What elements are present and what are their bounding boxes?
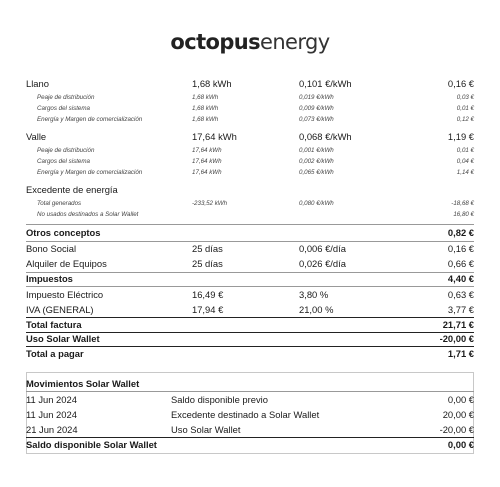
otros-label: Otros conceptos bbox=[26, 227, 101, 238]
llano-sub-row bbox=[26, 114, 474, 125]
row-amount: 3,77 € bbox=[447, 304, 474, 315]
llano-qty: 1,68 kWh bbox=[192, 78, 232, 89]
movement-amount: -20,00 € bbox=[439, 424, 474, 435]
uso-wallet-label: Uso Solar Wallet bbox=[26, 333, 100, 344]
row-price: 3,80 % bbox=[299, 289, 329, 300]
llano-row bbox=[26, 77, 474, 91]
total-factura-label: Total factura bbox=[26, 319, 82, 330]
excedente-row bbox=[26, 183, 474, 197]
valle-label: Valle bbox=[26, 131, 47, 142]
llano-sub-row bbox=[26, 92, 474, 103]
row-amount: 0,66 € bbox=[447, 258, 474, 269]
impuestos-amount: 4,40 € bbox=[447, 273, 474, 284]
sub-label: Cargos del sistema bbox=[37, 158, 90, 165]
sub-amount: 1,14 € bbox=[456, 169, 474, 176]
alquiler-equipos-row bbox=[26, 257, 474, 271]
logo-word-octopus: octopus bbox=[170, 30, 261, 54]
impuestos-label: Impuestos bbox=[26, 273, 73, 284]
sub-label: Peaje de distribución bbox=[37, 94, 95, 101]
row-price: 21,00 % bbox=[299, 304, 334, 315]
valle-sub-row bbox=[26, 145, 474, 156]
divider bbox=[26, 224, 474, 225]
llano-price: 0,101 €/kWh bbox=[299, 78, 352, 89]
movement-concept: Excedente destinado a Solar Wallet bbox=[171, 409, 320, 420]
sub-label: Peaje de distribución bbox=[37, 147, 95, 154]
sub-qty: 1,68 kWh bbox=[192, 116, 219, 123]
row-qty: 16,49 € bbox=[192, 289, 224, 300]
row-amount: 0,16 € bbox=[447, 243, 474, 254]
sub-amount: 0,01 € bbox=[456, 147, 474, 154]
wallet-movement-row bbox=[26, 393, 474, 407]
row-price: 0,026 €/día bbox=[299, 258, 346, 269]
wallet-movement-row bbox=[26, 408, 474, 422]
sub-amount: -18,68 € bbox=[451, 200, 474, 207]
sub-amount: 0,01 € bbox=[456, 105, 474, 112]
valle-qty: 17,64 kWh bbox=[192, 131, 237, 142]
sub-qty: 1,68 kWh bbox=[192, 105, 219, 112]
valle-price: 0,068 €/kWh bbox=[299, 131, 352, 142]
saldo-label: Saldo disponible Solar Wallet bbox=[26, 439, 157, 450]
excedente-label: Excedente de energía bbox=[26, 184, 118, 195]
row-amount: 0,63 € bbox=[447, 289, 474, 300]
valle-row bbox=[26, 130, 474, 144]
excedente-sub-row bbox=[26, 209, 474, 220]
total-a-pagar-row bbox=[26, 347, 474, 361]
sub-qty: 1,68 kWh bbox=[192, 94, 219, 101]
valle-amount: 1,19 € bbox=[447, 131, 474, 142]
llano-amount: 0,16 € bbox=[447, 78, 474, 89]
movement-amount: 0,00 € bbox=[447, 394, 474, 405]
sub-price: 0,073 €/kWh bbox=[299, 116, 334, 123]
sub-price: 0,080 €/kWh bbox=[299, 200, 334, 207]
uso-solar-wallet-row bbox=[26, 332, 474, 346]
iva-row bbox=[26, 303, 474, 317]
logo-word-energy: energy bbox=[260, 30, 330, 54]
sub-qty: 17,64 kWh bbox=[192, 147, 222, 154]
llano-sub-row bbox=[26, 103, 474, 114]
movement-date: 11 Jun 2024 bbox=[26, 394, 77, 405]
row-label: Impuesto Eléctrico bbox=[26, 289, 104, 300]
wallet-movement-row bbox=[26, 423, 474, 437]
otros-conceptos-row bbox=[26, 226, 474, 240]
row-price: 0,006 €/día bbox=[299, 243, 346, 254]
row-label: Bono Social bbox=[26, 243, 77, 254]
llano-label: Llano bbox=[26, 78, 49, 89]
sub-amount: 0,12 € bbox=[456, 116, 474, 123]
movement-concept: Uso Solar Wallet bbox=[171, 424, 241, 435]
valle-sub-row bbox=[26, 167, 474, 178]
bono-social-row bbox=[26, 242, 474, 256]
row-qty: 25 días bbox=[192, 243, 223, 254]
movement-concept: Saldo disponible previo bbox=[171, 394, 268, 405]
sub-label: Energía y Margen de comercialización bbox=[37, 169, 143, 176]
total-factura-row bbox=[26, 318, 474, 332]
row-qty: 17,94 € bbox=[192, 304, 224, 315]
row-label: IVA (GENERAL) bbox=[26, 304, 94, 315]
octopus-energy-logo bbox=[0, 30, 500, 54]
divider bbox=[26, 391, 474, 392]
wallet-title: Movimientos Solar Wallet bbox=[26, 378, 140, 389]
sub-label: No usados destinados a Solar Wallet bbox=[37, 211, 139, 218]
sub-price: 0,002 €/kWh bbox=[299, 158, 334, 165]
sub-qty: 17,64 kWh bbox=[192, 169, 222, 176]
sub-qty: -233,52 kWh bbox=[192, 200, 228, 207]
sub-qty: 17,64 kWh bbox=[192, 158, 222, 165]
sub-price: 0,065 €/kWh bbox=[299, 169, 334, 176]
total-pagar-amount: 1,71 € bbox=[447, 348, 474, 359]
valle-sub-row bbox=[26, 156, 474, 167]
movement-amount: 20,00 € bbox=[442, 409, 474, 420]
uso-wallet-amount: -20,00 € bbox=[439, 333, 474, 344]
saldo-wallet-row bbox=[26, 438, 474, 452]
impuesto-electrico-row bbox=[26, 288, 474, 302]
impuestos-row bbox=[26, 272, 474, 286]
sub-amount: 0,03 € bbox=[456, 94, 474, 101]
excedente-sub-row bbox=[26, 198, 474, 209]
sub-amount: 16,80 € bbox=[453, 211, 474, 218]
otros-amount: 0,82 € bbox=[447, 227, 474, 238]
sub-amount: 0,04 € bbox=[456, 158, 474, 165]
sub-price: 0,019 €/kWh bbox=[299, 94, 334, 101]
saldo-amount: 0,00 € bbox=[447, 439, 474, 450]
total-pagar-label: Total a pagar bbox=[26, 348, 84, 359]
divider bbox=[26, 286, 474, 287]
movement-date: 11 Jun 2024 bbox=[26, 409, 77, 420]
total-factura-amount: 21,71 € bbox=[442, 319, 474, 330]
sub-label: Total generados bbox=[37, 200, 82, 207]
sub-price: 0,001 €/kWh bbox=[299, 147, 334, 154]
movement-date: 21 Jun 2024 bbox=[26, 424, 78, 435]
sub-label: Cargos del sistema bbox=[37, 105, 90, 112]
sub-label: Energía y Margen de comercialización bbox=[37, 116, 143, 123]
row-label: Alquiler de Equipos bbox=[26, 258, 107, 269]
sub-price: 0,009 €/kWh bbox=[299, 105, 334, 112]
row-qty: 25 días bbox=[192, 258, 223, 269]
wallet-title-row bbox=[26, 377, 474, 391]
